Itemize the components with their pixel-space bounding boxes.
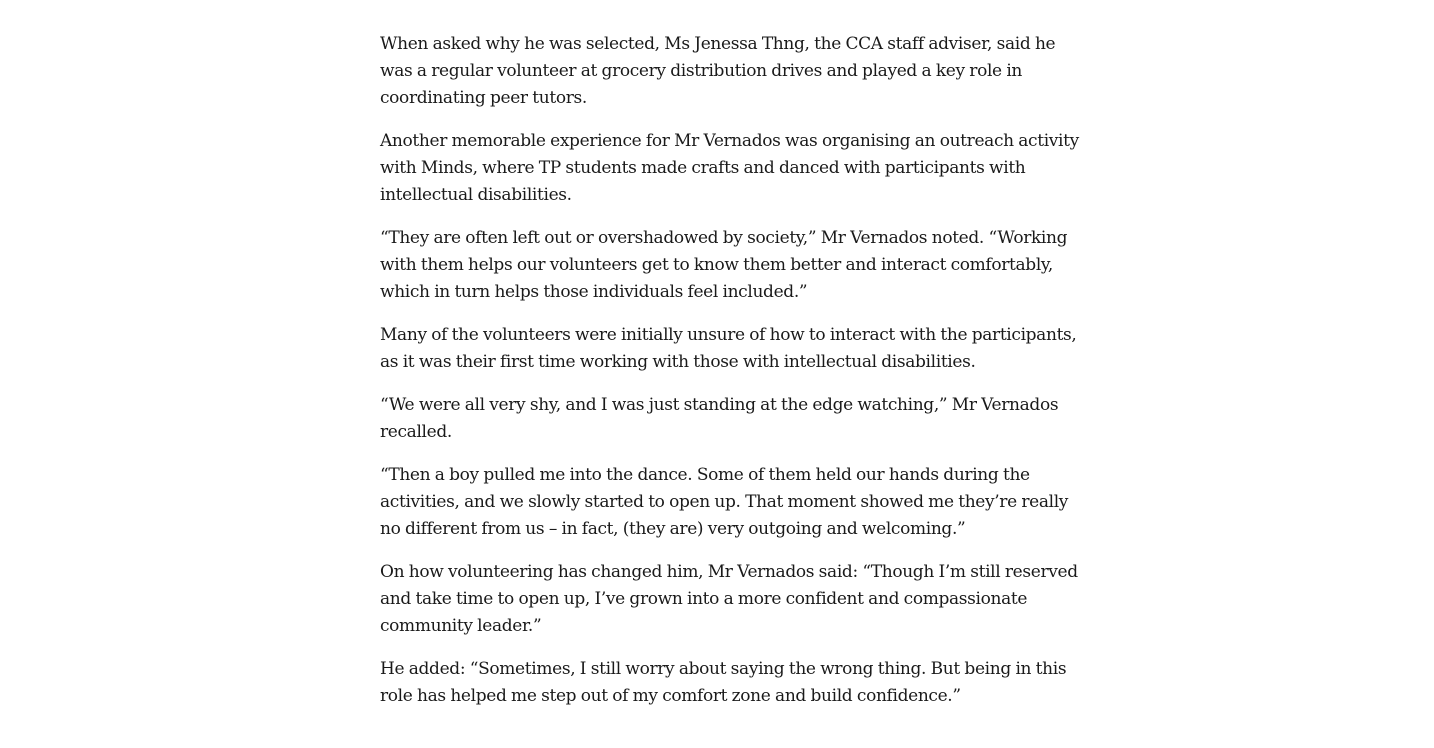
paragraph-4: Many of the volunteers were initially unsure of how to interact with the participants, as it was their first time working with those with intellectual disabilities. [380,325,1077,372]
paragraph-7: On how volunteering has changed him, Mr Vernados said: “Though I’m still reserved and take time to open up, I’ve grown into a more confident and compassionate community leader.” [380,562,1078,636]
paragraph-1: When asked why he was selected, Ms Jenessa Thng, the CCA staff adviser, said he was a regular volunteer at grocery distribution drives and played a key role in coordinating peer tutors. [380,34,1056,108]
paragraph-8: He added: “Sometimes, I still worry about saying the wrong thing. But being in this role has helped me step out of my comfort zone and build confidence.” [380,659,1067,706]
article-body [380,31,1080,726]
paragraph-3: “They are often left out or overshadowed by society,” Mr Vernados noted. “Working with them helps our volunteers get to know them better and interact comfortably, which in turn helps those individuals feel included.” [380,228,1068,302]
paragraph-5: “We were all very shy, and I was just standing at the edge watching,” Mr Vernados recalled. [380,395,1059,442]
paragraph-6: “Then a boy pulled me into the dance. Some of them held our hands during the activities, and we slowly started to open up. That moment showed me they’re really no different from us – in fact, (they are) very outgoing and welcoming.” [380,465,1069,539]
paragraph-2: Another memorable experience for Mr Vernados was organising an outreach activity with Minds, where TP students made crafts and danced with participants with intellectual disabilities. [380,131,1079,205]
